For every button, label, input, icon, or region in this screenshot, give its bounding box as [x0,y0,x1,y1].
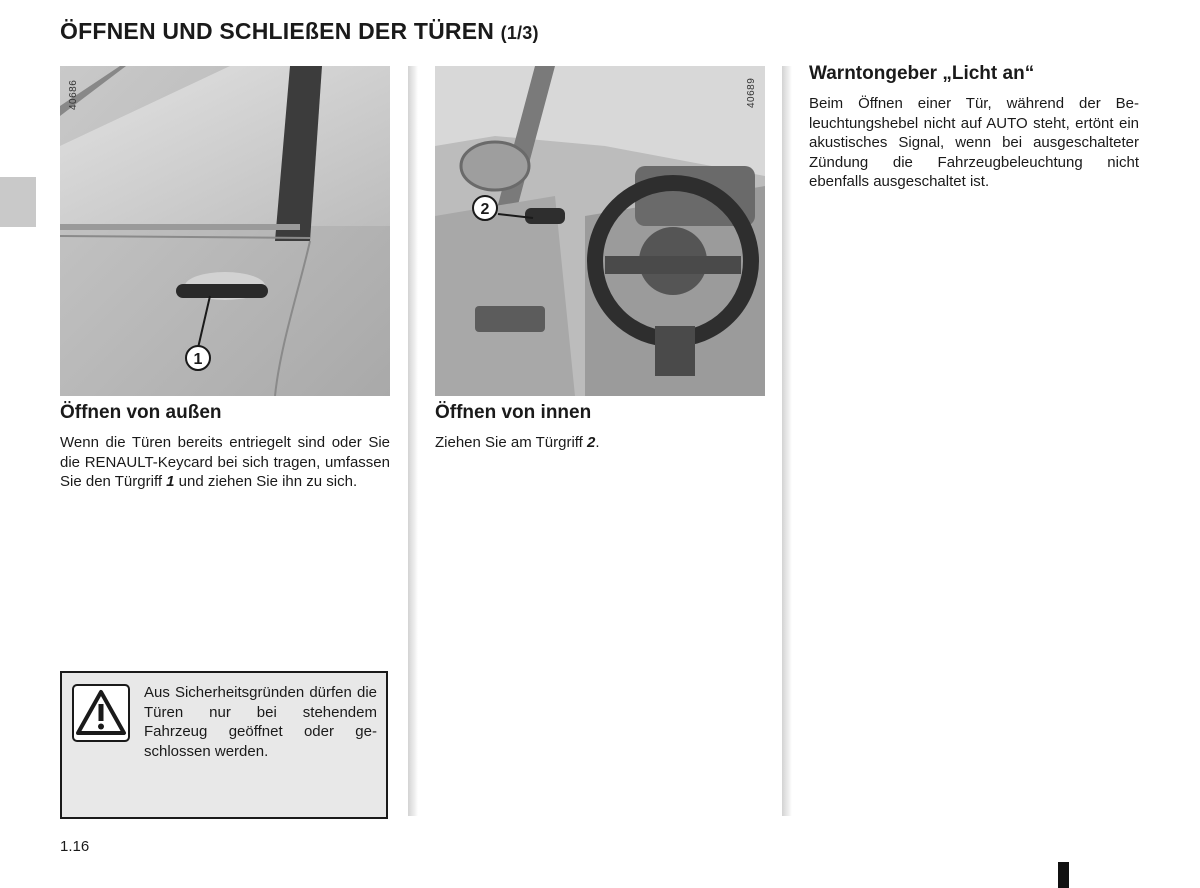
ref-handle-1: 1 [166,473,175,490]
exterior-door-illustration [60,66,390,396]
page-title [60,18,539,45]
page-corner-marker [1058,862,1069,888]
callout-2: 2 [480,201,490,218]
figure-id-left: 40686 [68,79,79,110]
figure-exterior-door-handle [60,66,390,396]
safety-warning-box [60,671,388,819]
interior-cabin-illustration [435,66,765,396]
warning-triangle-icon [72,684,130,742]
column-separator-left [408,66,418,816]
page-title-suffix: (1/3) [500,23,539,43]
heading-light-warning: Warntongeber „Licht an“ [809,63,1035,84]
page-title-text: ÖFFNEN UND SCHLIEßEN DER TÜREN [60,18,495,44]
figure-id-middle: 40689 [746,77,757,108]
chapter-tab [0,177,36,227]
text-open-outside: Wenn die Türen bereits entriegelt sind oder Sie die RENAULT-Keycard bei sich tragen, umfassen Sie den Türgriff 1 und ziehen Sie ihn zu sich. [60,434,390,490]
figure-interior-door-handle [435,66,765,396]
text-light-warning: Beim Öffnen einer Tür, während der Beleuchtungshebel nicht auf AUTO steht, ertönt ein akustisches Signal, wenn bei ausgeschalteter Zündung die Fahrzeugbeleuchtung nicht ebenfalls ausgeschaltet ist. [809,95,1139,190]
ref-handle-2: 2 [587,434,596,451]
heading-open-outside: Öffnen von außen [60,402,222,423]
callout-1: 1 [193,351,203,368]
text-open-inside: Ziehen Sie am Türgriff 2. [435,434,600,451]
warning-text: Aus Sicherheitsgründen dürfen die Türen nur bei stehendem Fahrzeug geöffnet oder geschlossen werden. [144,684,377,760]
column-separator-right [782,66,792,816]
page-number: 1.16 [60,838,90,855]
heading-open-inside: Öffnen von innen [435,402,592,423]
